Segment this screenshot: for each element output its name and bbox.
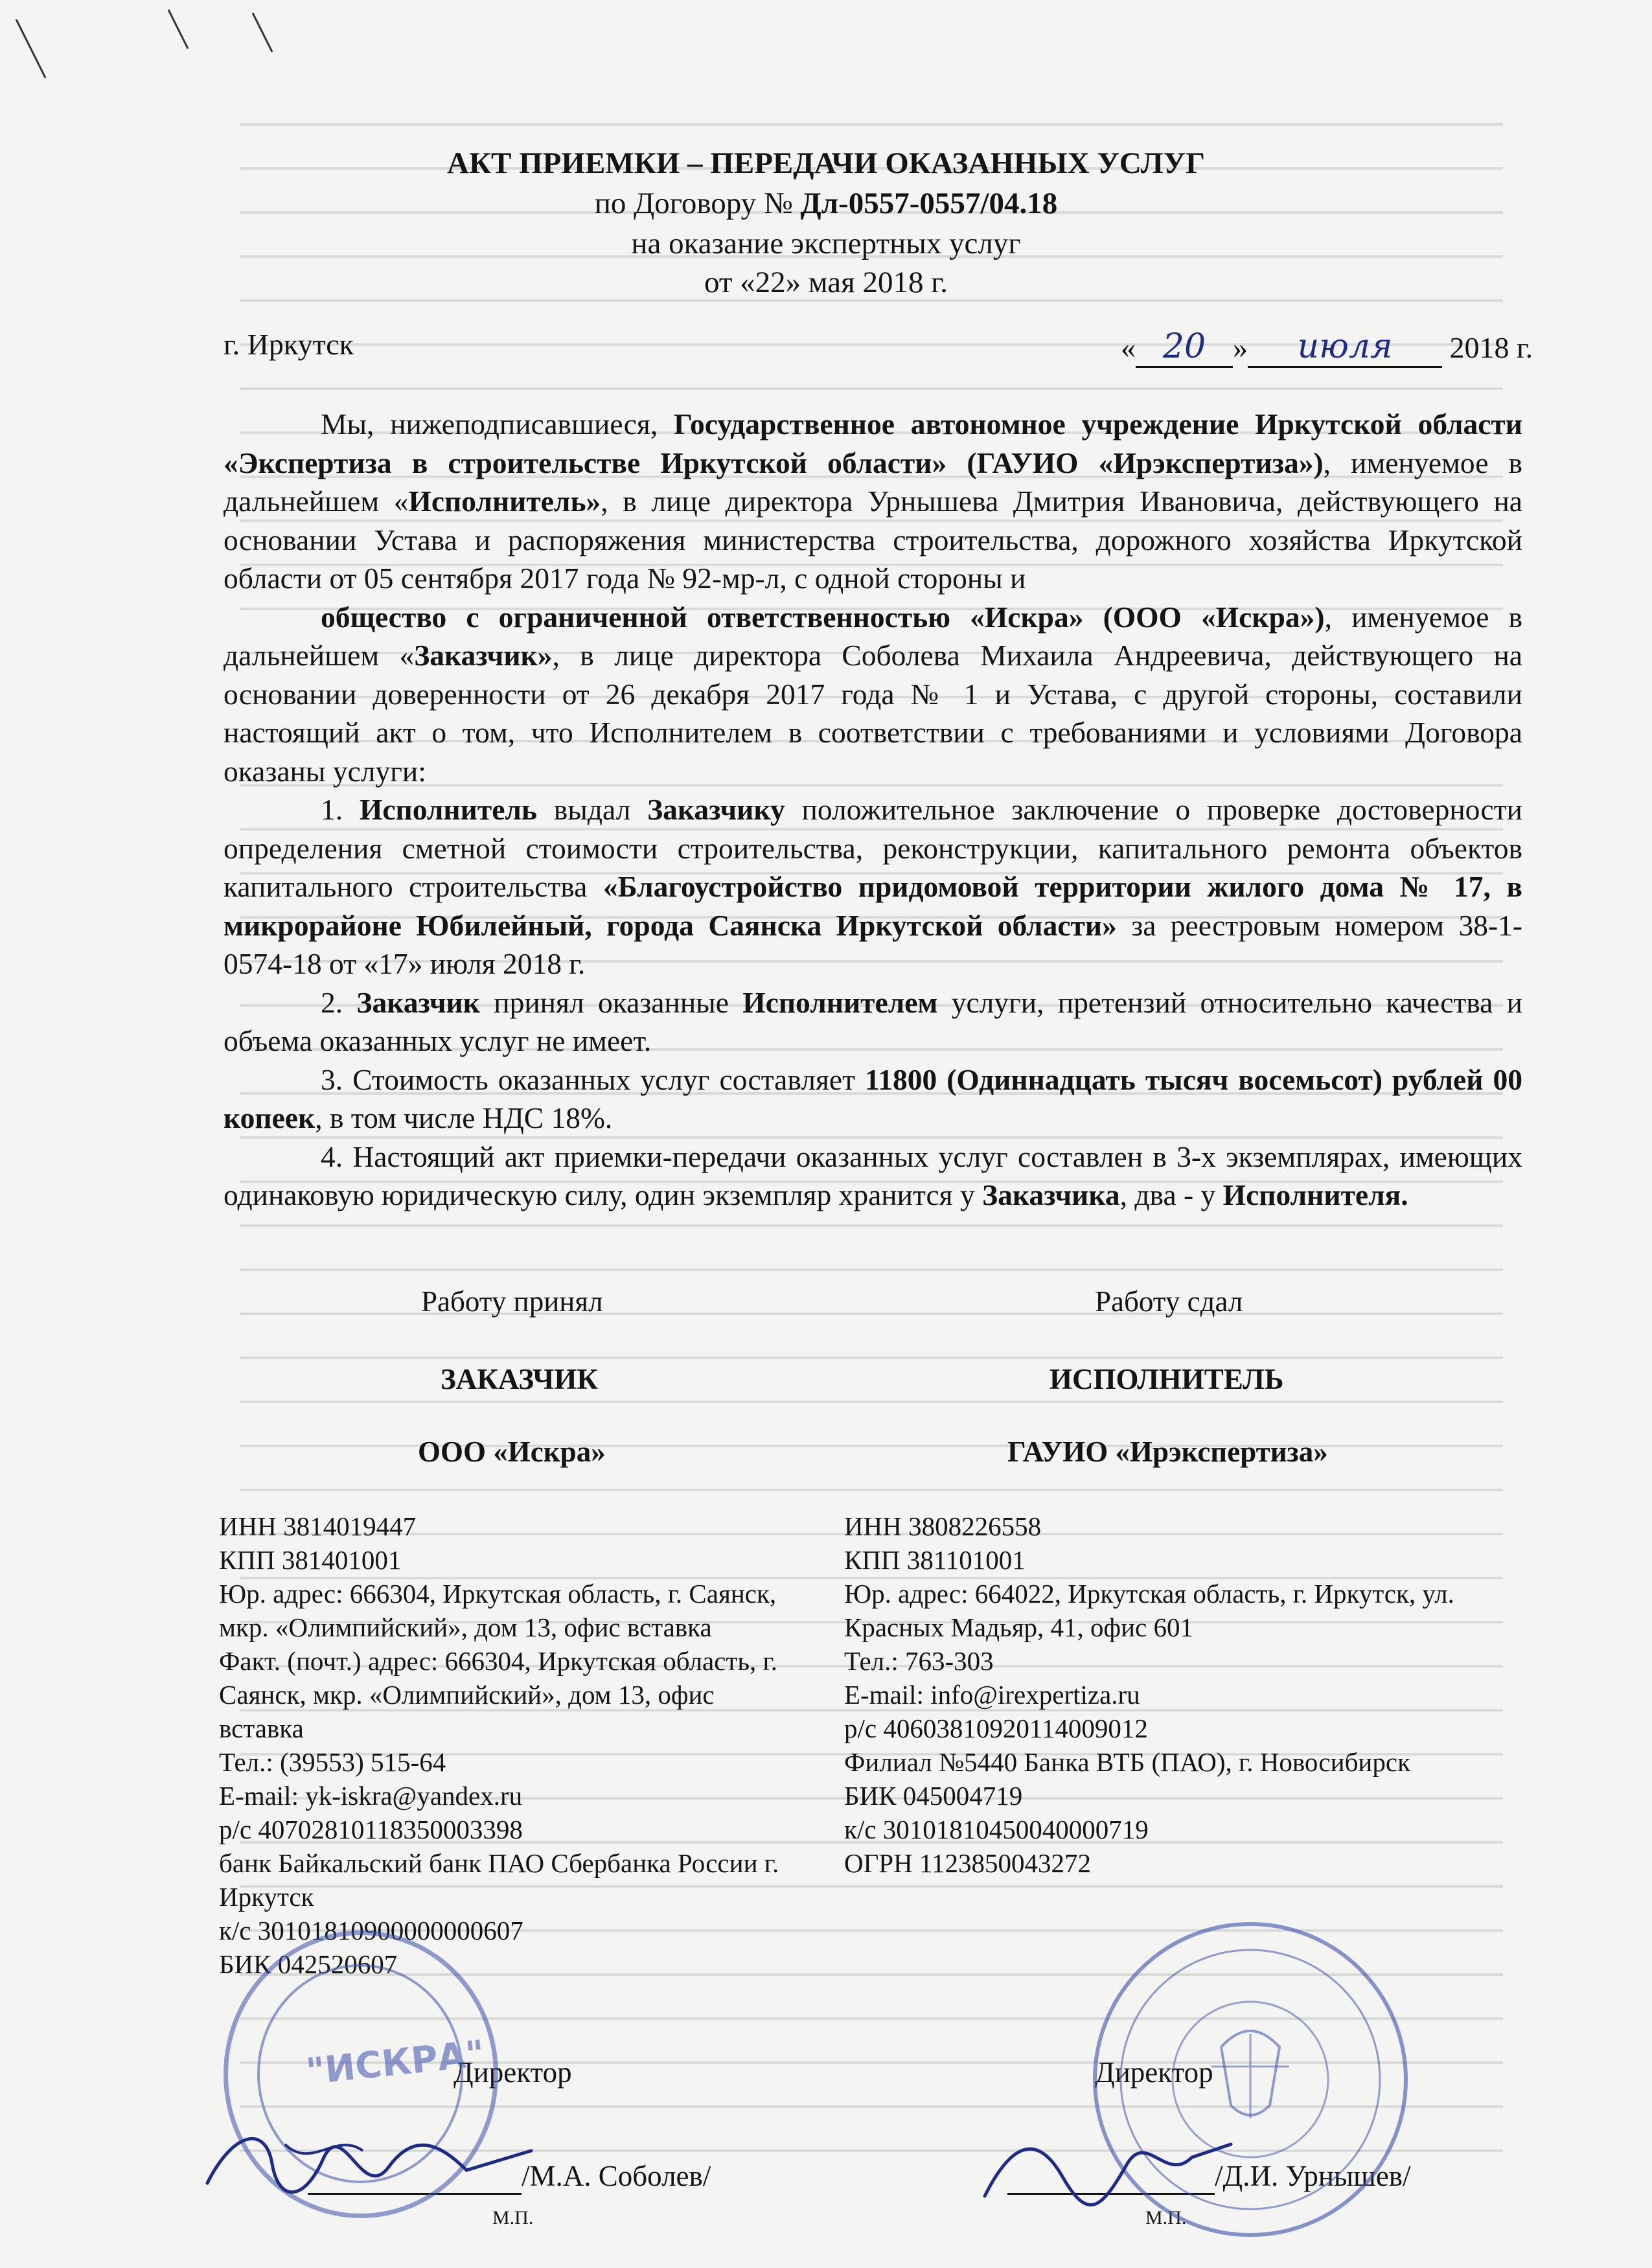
- contract-reference: [0, 184, 1652, 223]
- requisite-line: Юр. адрес: 664022, Иркутская область, г. Иркутск, ул. Красных Мадьяр, 41, офис 601: [844, 1579, 1454, 1642]
- contract-date: от «22» мая 2018 г.: [704, 266, 948, 299]
- text-run: , именуемое в дальнейшем «: [224, 600, 1522, 672]
- requisite-line: БИК 042520607: [219, 1949, 398, 1979]
- requisite-line: ИНН 3808226558: [844, 1511, 1042, 1541]
- requisite-line: Юр. адрес: 666304, Иркутская область, г. Саянск, мкр. «Олимпийский», дом 13, офис вставка: [219, 1579, 777, 1642]
- bold-text-run: Исполнителя.: [1222, 1178, 1408, 1211]
- text-run: услуги, претензий относительно качества и объема оказанных услуг не имеет.: [224, 985, 1523, 1057]
- contract-prefix: по Договору №: [594, 187, 801, 220]
- requisite-line: к/с 30101810900000000607: [219, 1916, 523, 1945]
- contract-subject: на оказание экспертных услуг: [631, 227, 1021, 260]
- bold-text-run: Заказчику: [647, 793, 785, 826]
- left-org: ООО «Искра»: [418, 1436, 606, 1468]
- requisite-line: E-mail: yk-iskra@yandex.ru: [219, 1781, 523, 1811]
- date-year: 2018 г.: [1449, 331, 1533, 364]
- requisite-line: КПП 381401001: [219, 1545, 402, 1575]
- quote-open: «: [1121, 331, 1136, 364]
- left-seal-place: М.П.: [492, 2207, 534, 2228]
- act-date: [1121, 327, 1533, 368]
- handwritten-month: июля: [1248, 327, 1442, 368]
- text-run: 3. Стоимость оказанных услуг составляет: [321, 1062, 865, 1096]
- bold-text-run: Исполнитель: [359, 793, 537, 826]
- item-4: [224, 1138, 1522, 1215]
- requisite-line: Филиал №5440 Банка ВТБ (ПАО), г. Новосибирск: [844, 1747, 1410, 1777]
- left-signer-name: /М.А. Соболев/: [522, 2160, 711, 2192]
- right-signer-name: /Д.И. Урнышев/: [1215, 2160, 1411, 2192]
- customer-requisites: [219, 1509, 796, 1981]
- requisite-line: банк Байкальский банк ПАО Сбербанка России г. Иркутск: [219, 1848, 779, 1912]
- requisite-line: р/с 40603810920114009012: [844, 1713, 1148, 1743]
- bold-text-run: общество с ограниченной ответственностью «Искра» (ООО «Искра»): [321, 600, 1325, 634]
- executor-requisites: [844, 1509, 1531, 1880]
- text-run: принял оказанные: [479, 985, 743, 1019]
- requisite-line: БИК 045004719: [844, 1781, 1023, 1811]
- paragraph-parties-executor: [224, 405, 1522, 598]
- left-role: ЗАКАЗЧИК: [441, 1363, 598, 1395]
- right-position: Директор: [1095, 2056, 1213, 2089]
- right-seal-place: М.П.: [1145, 2207, 1187, 2228]
- requisite-line: КПП 381101001: [844, 1545, 1026, 1575]
- handwritten-day: 20: [1136, 327, 1233, 368]
- text-run: Мы, нижеподписавшиеся,: [321, 407, 674, 441]
- requisite-line: к/с 30101810450040000719: [844, 1815, 1149, 1844]
- bold-text-run: 11800 (Одиннадцать тысяч восемьсот) рублей 00 копеек: [224, 1062, 1522, 1134]
- customer-signature: [194, 2105, 557, 2216]
- bold-text-run: «Благоустройство придомовой территории жилого дома № 17, в микрорайоне Юбилейный, города Саянска Иркутской области»: [224, 870, 1523, 942]
- contract-number: Дл-0557-0557/04.18: [800, 187, 1058, 220]
- requisite-line: ИНН 3814019447: [219, 1511, 417, 1541]
- requisite-line: ОГРН 1123850043272: [844, 1848, 1091, 1878]
- text-run: за реестровым номером 38-1-0574-18 от «17» июля 2018 г.: [224, 908, 1523, 980]
- seal-word: "ИСКРА": [304, 2032, 487, 2094]
- left-position: Директор: [453, 2056, 572, 2089]
- left-caption: Работу принял: [421, 1285, 603, 1318]
- item-2: [224, 983, 1522, 1060]
- act-body: [224, 405, 1522, 1215]
- requisite-line: Факт. (почт.) адрес: 666304, Иркутская область, г. Саянск, мкр. «Олимпийский», дом 13, офис вставка: [219, 1646, 777, 1743]
- text-run: , в том числе НДС 18%.: [315, 1101, 613, 1134]
- city: г. Иркутск: [224, 328, 354, 361]
- item-1: [224, 790, 1522, 983]
- right-role: ИСПОЛНИТЕЛЬ: [1050, 1363, 1284, 1395]
- text-run: , два - у: [1119, 1178, 1223, 1211]
- bold-text-run: Государственное автономное учреждение Иркутской области «Экспертиза в строительстве Иркутской области» (ГАУИО «Ирэкспертиза»): [224, 407, 1522, 479]
- right-org: ГАУИО «Ирэкспертиза»: [1007, 1436, 1328, 1468]
- right-caption: Работу сдал: [1095, 1285, 1243, 1318]
- bold-text-run: Исполнителем: [742, 985, 938, 1019]
- text-run: , именуемое в дальнейшем «: [224, 446, 1523, 518]
- text-run: , в лице директора Соболева Михаила Андреевича, действующего на основании доверенности от 26 декабря 2017 года № 1 и Устава, с другой стороны, составили настоящий акт о том, что Исполнителем в соответствии с требованиями и условиями Договора оказаны услуги:: [224, 639, 1522, 788]
- requisite-line: Тел.: 763-303: [844, 1646, 994, 1676]
- bold-text-run: Заказчик»: [414, 639, 553, 672]
- text-run: 2.: [321, 985, 357, 1019]
- scan-edge-marks: [0, 0, 298, 91]
- bold-text-run: Заказчика: [982, 1178, 1120, 1211]
- text-run: , в лице директора Урнышева Дмитрия Ивановича, действующего на основании Устава и распоряжения министерства строительства, дорожного хозяйства Иркутской области от 05 сентября 2017 года № 92-мр-л, с одной стороны и: [224, 485, 1522, 595]
- item-3: [224, 1060, 1522, 1138]
- executor-signature: [972, 2105, 1244, 2216]
- bold-text-run: Исполнитель»: [408, 485, 601, 518]
- requisite-line: E-mail: info@irexpertiza.ru: [844, 1680, 1140, 1710]
- bold-text-run: Заказчик: [356, 985, 480, 1019]
- text-run: выдал: [536, 793, 648, 826]
- text-run: 4. Настоящий акт приемки-передачи оказанных услуг составлен в 3-х экземплярах, имеющих одинаковую юридическую силу, один экземпляр хранится у: [224, 1140, 1522, 1211]
- text-run: 1.: [321, 793, 360, 826]
- quote-close: »: [1233, 331, 1248, 364]
- paragraph-parties-customer: [224, 598, 1522, 791]
- document-title: АКТ ПРИЕМКИ – ПЕРЕДАЧИ ОКАЗАННЫХ УСЛУГ: [447, 146, 1205, 180]
- requisite-line: Тел.: (39553) 515-64: [219, 1747, 446, 1777]
- requisite-line: р/с 40702810118350003398: [219, 1815, 523, 1844]
- text-run: положительное заключение о проверке достоверности определения сметной стоимости строительства, реконструкции, капитального ремонта объектов капитального строительства: [224, 793, 1522, 903]
